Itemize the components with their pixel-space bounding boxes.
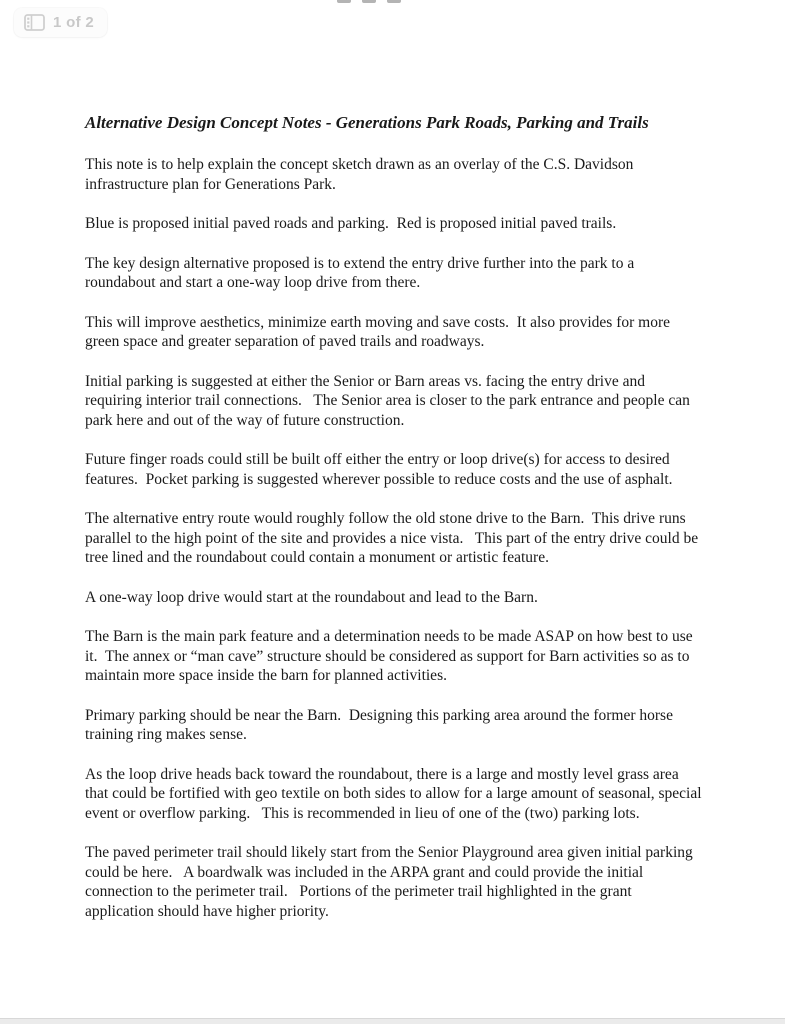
paragraph: The paved perimeter trail should likely start from the Senior Playground area given initial parking could be here. A boardwalk was included in the ARPA grant and could provide the initial connection to the perimeter trail. Portions of the perimeter trail highlighted in the grant application should have higher priority. <box>85 844 697 920</box>
clipped-toolbar-marks <box>337 0 401 3</box>
paragraph: Future finger roads could still be built off either the entry or loop drive(s) for access to desired features. Pocket parking is suggested wherever possible to reduce costs and the use of asphalt. <box>85 451 674 488</box>
clipped-mark <box>337 0 351 3</box>
thumbnail-sidebar-icon <box>24 14 45 31</box>
paragraph: The alternative entry route would roughly follow the old stone drive to the Barn. This drive runs parallel to the high point of the site and provides a nice vista. This part of the entry drive could be tree lined and the roundabout could contain a monument or artistic feature. <box>85 510 702 566</box>
clipped-mark <box>362 0 376 3</box>
paragraph: As the loop drive heads back toward the roundabout, there is a large and mostly level grass area that could be fortified with geo textile on both sides to allow for a large amount of seasonal, special event or overflow parking. This is recommended in lieu of one of the (two) parking lots. <box>85 765 706 822</box>
paragraph: Initial parking is suggested at either the Senior or Barn areas vs. facing the entry drive and requiring interior trail connections. The Senior area is closer to the park entrance and people can park here and out of the way of future construction. <box>85 372 694 429</box>
page-indicator-label: 1 of 2 <box>53 14 94 31</box>
page-separator <box>0 1018 785 1024</box>
paragraph: Primary parking should be near the Barn. Designing this parking area around the former horse training ring makes sense. <box>85 706 677 743</box>
document-title: Alternative Design Concept Notes - Generations Park Roads, Parking and Trails <box>85 113 649 132</box>
paragraph: The key design alternative proposed is to extend the entry drive further into the park to a roundabout and start a one-way loop drive from there. <box>85 254 639 291</box>
paragraph: This will improve aesthetics, minimize earth moving and save costs. It also provides for more green space and greater separation of paved trails and roadways. <box>85 313 674 350</box>
document-page <box>85 112 706 941</box>
page-indicator[interactable] <box>14 8 107 37</box>
paragraph: Blue is proposed initial paved roads and parking. Red is proposed initial paved trails. <box>85 215 617 232</box>
paragraph: The Barn is the main park feature and a determination needs to be made ASAP on how best to use it. The annex or “man cave” structure should be considered as support for Barn activities so as to maintain more space inside the barn for planned activities. <box>85 628 697 684</box>
clipped-mark <box>387 0 401 3</box>
paragraph: A one-way loop drive would start at the roundabout and lead to the Barn. <box>85 588 538 606</box>
paragraph: This note is to help explain the concept sketch drawn as an overlay of the C.S. Davidson infrastructure plan for Generations Park. <box>85 156 638 193</box>
